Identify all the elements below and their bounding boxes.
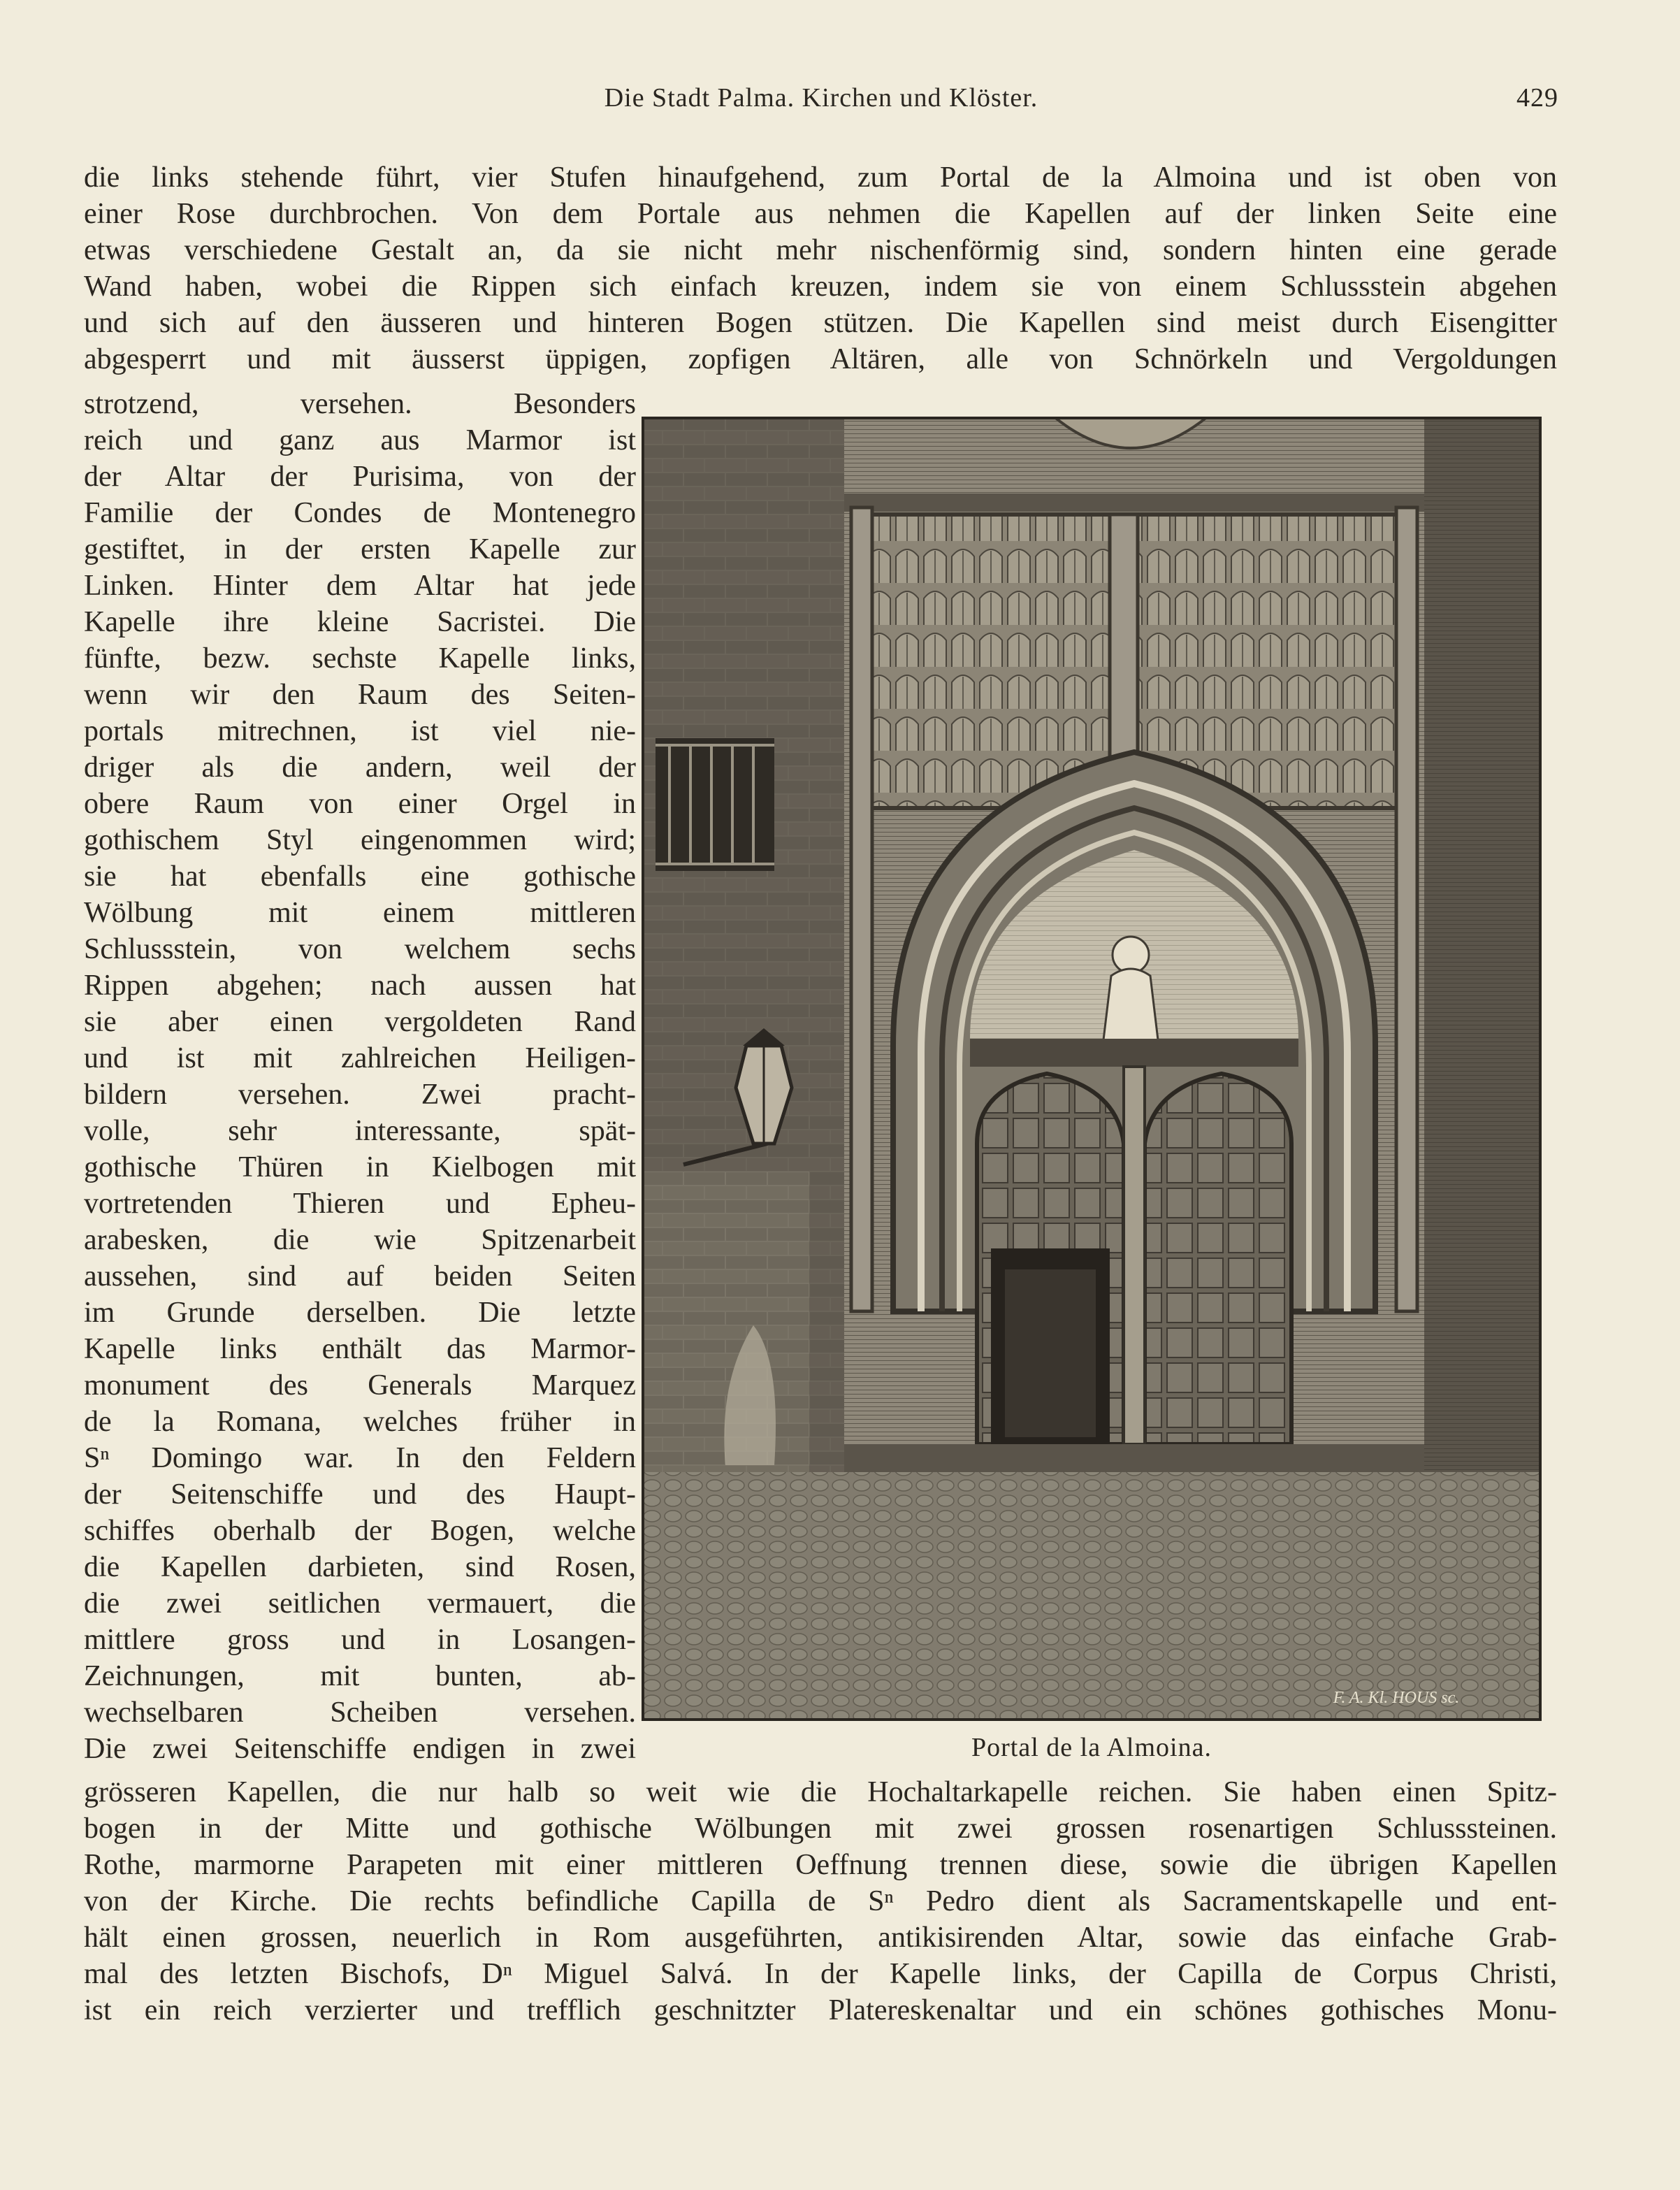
running-head-title: Die Stadt Palma. Kirchen und Klöster. — [604, 83, 1038, 113]
body-line: grösseren Kapellen, die nur halb so weit wie die Hochaltarkapelle reichen. Sie haben einen Spitz- — [84, 1776, 1557, 1808]
column-line: vortretenden Thieren und Epheu- — [84, 1188, 636, 1220]
body-line: mal des letzten Bischofs, Dⁿ Miguel Salvá. In der Kapelle links, der Capilla de Corpus Christi, — [84, 1958, 1557, 1990]
body-line: von der Kirche. Die rechts befindliche Capilla de Sⁿ Pedro dient als Sacramentskapelle und ent- — [84, 1885, 1557, 1917]
body-line: Wand haben, wobei die Rippen sich einfach kreuzen, indem sie von einem Schlussstein abgehen — [84, 271, 1557, 303]
column-line: volle, sehr interessante, spät- — [84, 1115, 636, 1147]
column-line: bildern versehen. Zwei pracht- — [84, 1079, 636, 1111]
column-line: Familie der Condes de Montenegro — [84, 497, 636, 529]
column-line: arabesken, die wie Spitzenarbeit — [84, 1224, 636, 1256]
column-line: aussehen, sind auf beiden Seiten — [84, 1260, 636, 1292]
running-head — [84, 82, 1558, 124]
body-line: die links stehende führt, vier Stufen hinaufgehend, zum Portal de la Almoina und ist oben von — [84, 161, 1557, 194]
column-line: Wölbung mit einem mittleren — [84, 897, 636, 929]
column-line: gothischem Styl eingenommen wird; — [84, 824, 636, 856]
column-line: gothische Thüren in Kielbogen mit — [84, 1151, 636, 1183]
column-line: und ist mit zahlreichen Heiligen- — [84, 1042, 636, 1074]
column-line: der Seitenschiffe und des Haupt- — [84, 1478, 636, 1511]
column-line: Zeichnungen, mit bunten, ab- — [84, 1660, 636, 1692]
body-line: ist ein reich verzierter und trefflich geschnitzter Platereskenaltar und ein schönes gothisches Monu- — [84, 1994, 1557, 2026]
column-line: Rippen abgehen; nach aussen hat — [84, 970, 636, 1002]
column-line: im Grunde derselben. Die letzte — [84, 1297, 636, 1329]
column-line: sie hat ebenfalls eine gothische — [84, 860, 636, 893]
column-line: schiffes oberhalb der Bogen, welche — [84, 1515, 636, 1547]
column-line: wenn wir den Raum des Seiten- — [84, 679, 636, 711]
body-line: etwas verschiedene Gestalt an, da sie nicht mehr nischenförmig sind, sondern hinten eine gerade — [84, 234, 1557, 266]
engraver-signature: F. A. Kl. HOUS sc. — [1333, 1689, 1460, 1707]
column-line: strotzend, versehen. Besonders — [84, 388, 636, 420]
column-line: gestiftet, in der ersten Kapelle zur — [84, 533, 636, 565]
body-line: und sich auf den äusseren und hinteren Bogen stützen. Die Kapellen sind meist durch Eisengitter — [84, 307, 1557, 339]
column-line: die zwei seitlichen vermauert, die — [84, 1587, 636, 1620]
column-line: Kapelle links enthält das Marmor- — [84, 1333, 636, 1365]
column-line: sie aber einen vergoldeten Rand — [84, 1006, 636, 1038]
column-line: mittlere gross und in Losangen- — [84, 1624, 636, 1656]
body-line: bogen in der Mitte und gothische Wölbungen mit zwei grossen rosenartigen Schlusssteinen. — [84, 1813, 1557, 1845]
body-line: einer Rose durchbrochen. Von dem Portale aus nehmen die Kapellen auf der linken Seite eine — [84, 198, 1557, 230]
column-line: die Kapellen darbieten, sind Rosen, — [84, 1551, 636, 1583]
column-line: de la Romana, welches früher in — [84, 1406, 636, 1438]
body-line: abgesperrt und mit äusserst üppigen, zopfigen Altären, alle von Schnörkeln und Vergoldungen — [84, 343, 1557, 375]
column-line: reich und ganz aus Marmor ist — [84, 424, 636, 456]
portal-engraving — [642, 417, 1542, 1721]
column-line: Die zwei Seitenschiffe endigen in zwei — [84, 1733, 636, 1765]
column-line: fünfte, bezw. sechste Kapelle links, — [84, 642, 636, 675]
column-line: Schlussstein, von welchem sechs — [84, 933, 636, 965]
column-line: wechselbaren Scheiben versehen. — [84, 1696, 636, 1729]
column-line: Kapelle ihre kleine Sacristei. Die — [84, 606, 636, 638]
column-line: monument des Generals Marquez — [84, 1369, 636, 1402]
body-line: Rothe, marmorne Parapeten mit einer mittleren Oeffnung trennen diese, sowie die übrigen Kapellen — [84, 1849, 1557, 1881]
body-line: hält einen grossen, neuerlich in Rom ausgeführten, antikisirenden Altar, sowie das einfache Grab- — [84, 1922, 1557, 1954]
column-line: portals mitrechnen, ist viel nie- — [84, 715, 636, 747]
figure-caption: Portal de la Almoina. — [971, 1733, 1212, 1762]
column-line: obere Raum von einer Orgel in — [84, 788, 636, 820]
column-line: der Altar der Purisima, von der — [84, 461, 636, 493]
column-line: Linken. Hinter dem Altar hat jede — [84, 570, 636, 602]
column-line: Sⁿ Domingo war. In den Feldern — [84, 1442, 636, 1474]
column-line: driger als die andern, weil der — [84, 751, 636, 784]
page-number: 429 — [1516, 83, 1558, 113]
